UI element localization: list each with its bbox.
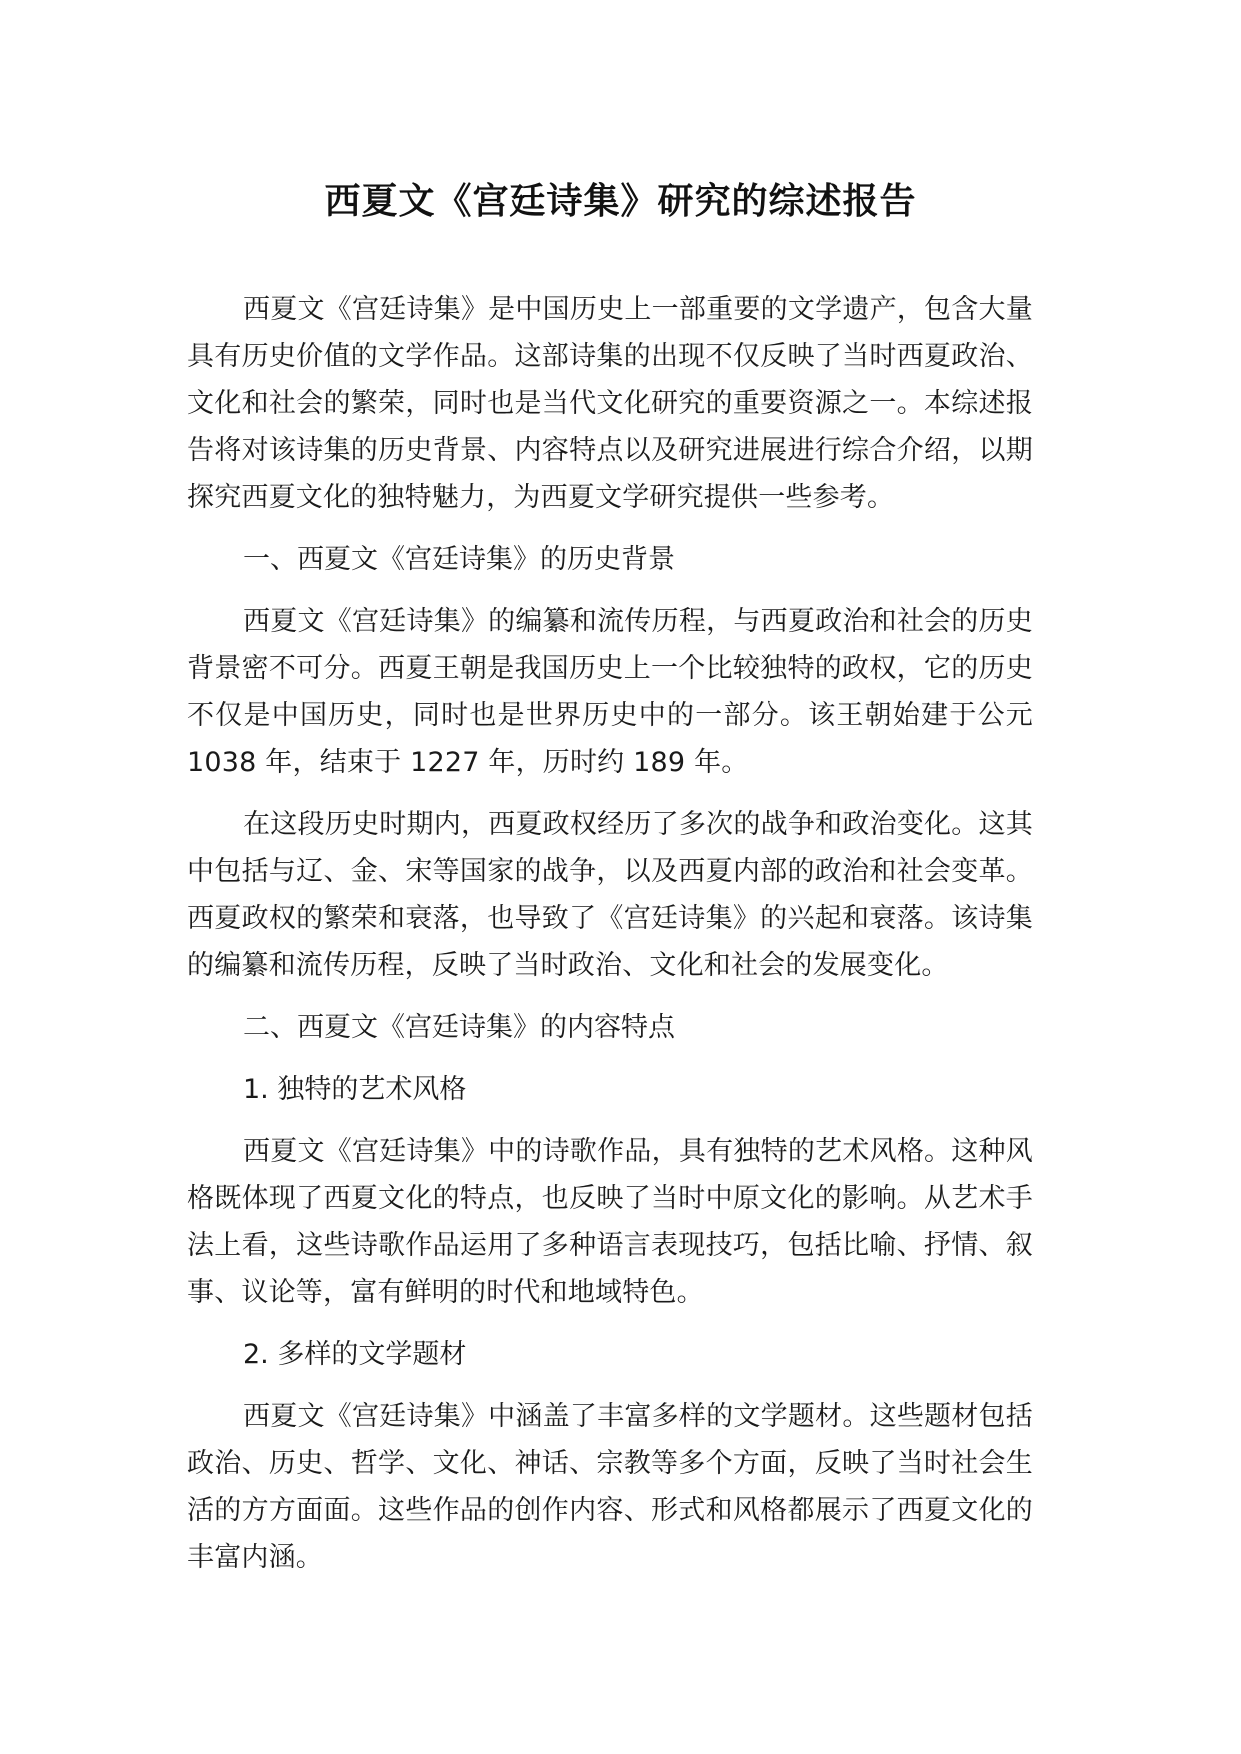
document-body [187,286,1033,1596]
subsection-2-paragraph: 西夏文《宫廷诗集》中涵盖了丰富多样的文学题材。这些题材包括政治、历史、哲学、文化、神话、宗教等多个方面，反映了当时社会生活的方方面面。这些作品的创作内容、形式和风格都展示了西夏文化的丰富内涵。 [187,1401,1033,1573]
subsection-1-paragraph: 西夏文《宫廷诗集》中的诗歌作品，具有独特的艺术风格。这种风格既体现了西夏文化的特点，也反映了当时中原文化的影响。从艺术手法上看，这些诗歌作品运用了多种语言表现技巧，包括比喻、抒情、叙事、议论等，富有鲜明的时代和地域特色。 [187,1136,1033,1308]
section-1-paragraph-1: 西夏文《宫廷诗集》的编纂和流传历程，与西夏政治和社会的历史背景密不可分。西夏王朝是我国历史上一个比较独特的政权，它的历史不仅是中国历史，同时也是世界历史中的一部分。该王朝始建于公元 1038 年，结束于 1227 年，历时约 189 年。 [187,606,1033,778]
intro-paragraph: 西夏文《宫廷诗集》是中国历史上一部重要的文学遗产，包含大量具有历史价值的文学作品。这部诗集的出现不仅反映了当时西夏政治、文化和社会的繁荣，同时也是当代文化研究的重要资源之一。本综述报告将对该诗集的历史背景、内容特点以及研究进展进行综合介绍，以期探究西夏文化的独特魅力，为西夏文学研究提供一些参考。 [187,294,1033,513]
section-1-paragraph-2: 在这段历史时期内，西夏政权经历了多次的战争和政治变化。这其中包括与辽、金、宋等国家的战争，以及西夏内部的政治和社会变革。西夏政权的繁荣和衰落，也导致了《宫廷诗集》的兴起和衰落。该诗集的编纂和流传历程，反映了当时政治、文化和社会的发展变化。 [187,809,1033,981]
document-title: 西夏文《宫廷诗集》研究的综述报告 [324,181,917,222]
subsection-2-heading: 2. 多样的文学题材 [243,1339,467,1370]
section-1-heading: 一、西夏文《宫廷诗集》的历史背景 [243,544,675,575]
subsection-1-heading: 1. 独特的艺术风格 [243,1074,467,1105]
section-2-heading: 二、西夏文《宫廷诗集》的内容特点 [243,1012,675,1043]
